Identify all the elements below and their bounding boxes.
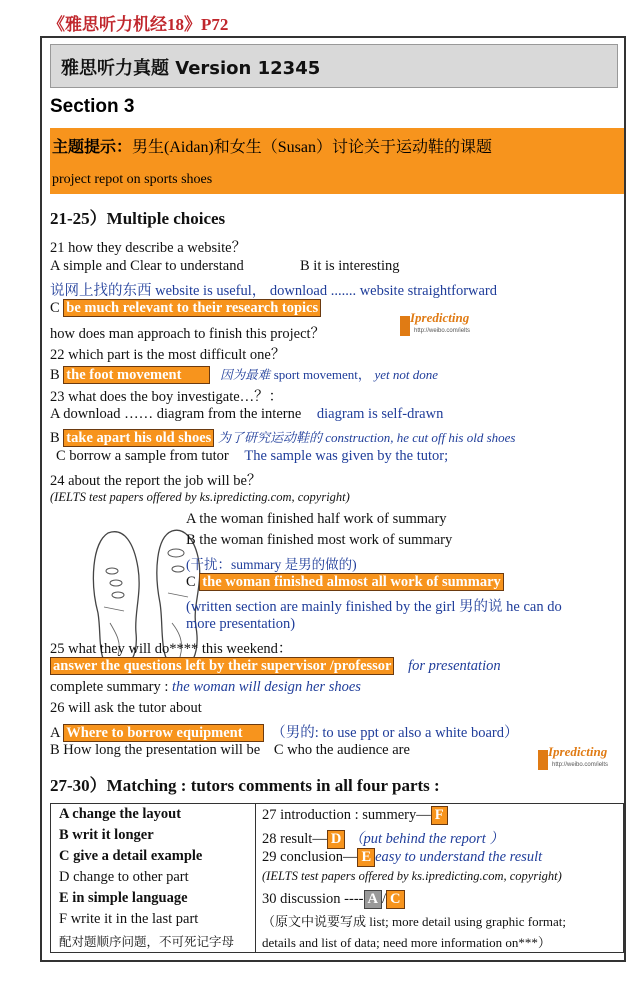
q21-question: 21 how they describe a website？: [50, 240, 247, 256]
q23-option-c-note: The sample was given by the tutor;: [244, 448, 449, 464]
q23-option-a-note: diagram is self-drawn: [316, 406, 444, 422]
q29-note: easy to understand the result: [375, 849, 543, 865]
matching-option-d: D change to other part: [59, 869, 189, 885]
q25-complete-label: complete summary :: [50, 679, 169, 695]
theme-label: 主题提示：: [52, 139, 133, 156]
q24-answer: the woman finished almost all work of summary: [199, 573, 503, 591]
matching-heading: 27-30）Matching : tutors comments in all four parts :: [50, 776, 440, 795]
watermark-mark-2: [538, 750, 548, 770]
q29-text: 29 conclusion—: [262, 849, 358, 865]
q29-answer: E: [357, 848, 375, 867]
q24-c-prefix: C: [186, 574, 196, 590]
matching-copyright: (IELTS test papers offered by ks.ipredicting.com, copyright): [262, 869, 562, 883]
q28-note: （put behind the report ）: [348, 831, 504, 847]
q21-note: 说网上找的东西 website is useful， download ....... website straightforward: [50, 283, 498, 299]
matching-option-c: C give a detail example: [59, 848, 203, 864]
matching-table: [50, 803, 624, 953]
q22-note-en: sport movement，: [273, 367, 371, 382]
q29-row: [262, 848, 542, 867]
q21-option-a: A simple and Clear to understand: [50, 258, 244, 274]
section-title: Section 3: [50, 96, 135, 117]
q23-option-a: [50, 406, 443, 423]
q24-distractor: (干扰：summary 是男的做的): [186, 557, 357, 572]
q23-b-prefix: B: [50, 430, 60, 446]
matching-option-f: F write it in the last part: [59, 911, 199, 927]
watermark-logo-2: [538, 744, 624, 774]
q26-a-prefix: A: [50, 725, 60, 741]
q24-option-b: B the woman finished most work of summary: [186, 532, 453, 548]
watermark-sub-2: http://weibo.com/ielts: [552, 762, 609, 768]
mc-heading: 21-25）Multiple choices: [50, 209, 226, 228]
q22-note-cn: 因为最难: [220, 368, 271, 382]
q21-option-b: B it is interesting: [300, 258, 400, 274]
q23-answer-note: 为了研究运动鞋的 construction, he cut off his old shoes: [217, 430, 516, 445]
q24-question: 24 about the report the job will be？: [50, 473, 262, 489]
q23-answer: take apart his old shoes: [63, 429, 214, 447]
q21-options-ab: [50, 258, 400, 275]
q25-complete-row: [50, 679, 361, 696]
q23-option-c: [56, 448, 448, 465]
q30-row: [262, 890, 405, 909]
q24-option-a: A the woman finished half work of summary: [186, 511, 447, 527]
q26-options-bc: [50, 742, 410, 759]
matching-option-e: E in simple language: [59, 890, 188, 906]
theme-line: [52, 134, 492, 157]
watermark-mark: [400, 316, 410, 336]
theme-band: [50, 128, 624, 194]
q26-option-b: B How long the presentation will be: [50, 742, 261, 758]
q25-question: 25 what they will do**** this weekend：: [50, 641, 293, 657]
matching-options-column: [51, 804, 256, 952]
q30-note-line2: details and list of data; need more information on***）: [262, 935, 551, 950]
q23-question: 23 what does the boy investigate…？：: [50, 389, 284, 405]
q26-option-a: [50, 721, 518, 742]
watermark-logo: [400, 310, 486, 340]
theme-subject: project repot on sports shoes: [52, 172, 213, 187]
q25-answer: answer the questions left by their supervisor /professor: [50, 657, 394, 675]
q26-option-c: C who the audience are: [273, 742, 410, 758]
q22-note-tail: yet not done: [374, 367, 439, 382]
q24-note-line1: (written section are mainly finished by the girl 男的说 he can do: [186, 599, 562, 615]
watermark-text: Ipredicting: [410, 310, 470, 325]
q27-answer: F: [431, 806, 448, 825]
watermark-sub: http://weibo.com/ielts: [414, 328, 471, 334]
q22-b-prefix: B: [50, 367, 60, 383]
matching-option-a: A change the layout: [59, 806, 182, 822]
q23-option-b: [50, 427, 516, 447]
matching-tip: 配对题顺序问题，不可死记字母: [59, 935, 235, 949]
q25-complete-note: the woman will design her shoes: [172, 679, 361, 695]
q26-question: 26 will ask the tutor about: [50, 700, 202, 716]
q26-answer: Where to borrow equipment: [63, 724, 263, 742]
q24-option-c: [186, 574, 504, 591]
q27-row: [262, 806, 448, 825]
q25-answer-row: [50, 658, 501, 675]
q28-text: 28 result—: [262, 831, 327, 847]
q28-row: [262, 827, 504, 849]
q25-answer-note: for presentation: [408, 658, 501, 674]
q23-option-c-text: C borrow a sample from tutor: [56, 448, 229, 464]
q22-intro: how does man approach to finish this project？: [50, 326, 326, 342]
q24-note-line2: more presentation): [186, 616, 296, 632]
q26-note: （男的: to use ppt or also a white board）: [271, 725, 519, 741]
q28-answer: D: [327, 830, 345, 849]
version-header: [50, 44, 618, 88]
q30-separator: /: [381, 891, 387, 907]
q24-copyright: (IELTS test papers offered by ks.ipredicting.com, copyright): [50, 490, 350, 504]
q22-answer: the foot movement: [63, 366, 210, 384]
q30-text: 30 discussion ----: [262, 891, 364, 907]
q30-note-line1: （原文中说要写成 list; more detail using graphic format;: [262, 914, 567, 929]
q23-option-a-text: A download …… diagram from the interne: [50, 406, 302, 422]
top-title: 《雅思听力机经18》P72: [48, 15, 229, 34]
matching-answers-column: [256, 804, 622, 952]
theme-text: 男生(Aidan)和女生（Susan）讨论关于运动鞋的课题: [132, 139, 493, 156]
q27-text: 27 introduction : summery—: [262, 807, 431, 823]
watermark-text-2: Ipredicting: [548, 744, 608, 759]
q30-answer-a: A: [364, 890, 382, 909]
version-header-text: 雅思听力真题 Version 12345: [61, 58, 321, 79]
q21-answer: be much relevant to their research topics: [63, 299, 321, 317]
q21-c-prefix: C: [50, 300, 60, 316]
document-frame: [40, 36, 626, 962]
q22-question: 22 which part is the most difficult one？: [50, 347, 286, 363]
q22-option-b: [50, 364, 438, 384]
q21-option-c: [50, 300, 321, 317]
q30-answer-c: C: [386, 890, 404, 909]
matching-option-b: B writ it longer: [59, 827, 154, 843]
